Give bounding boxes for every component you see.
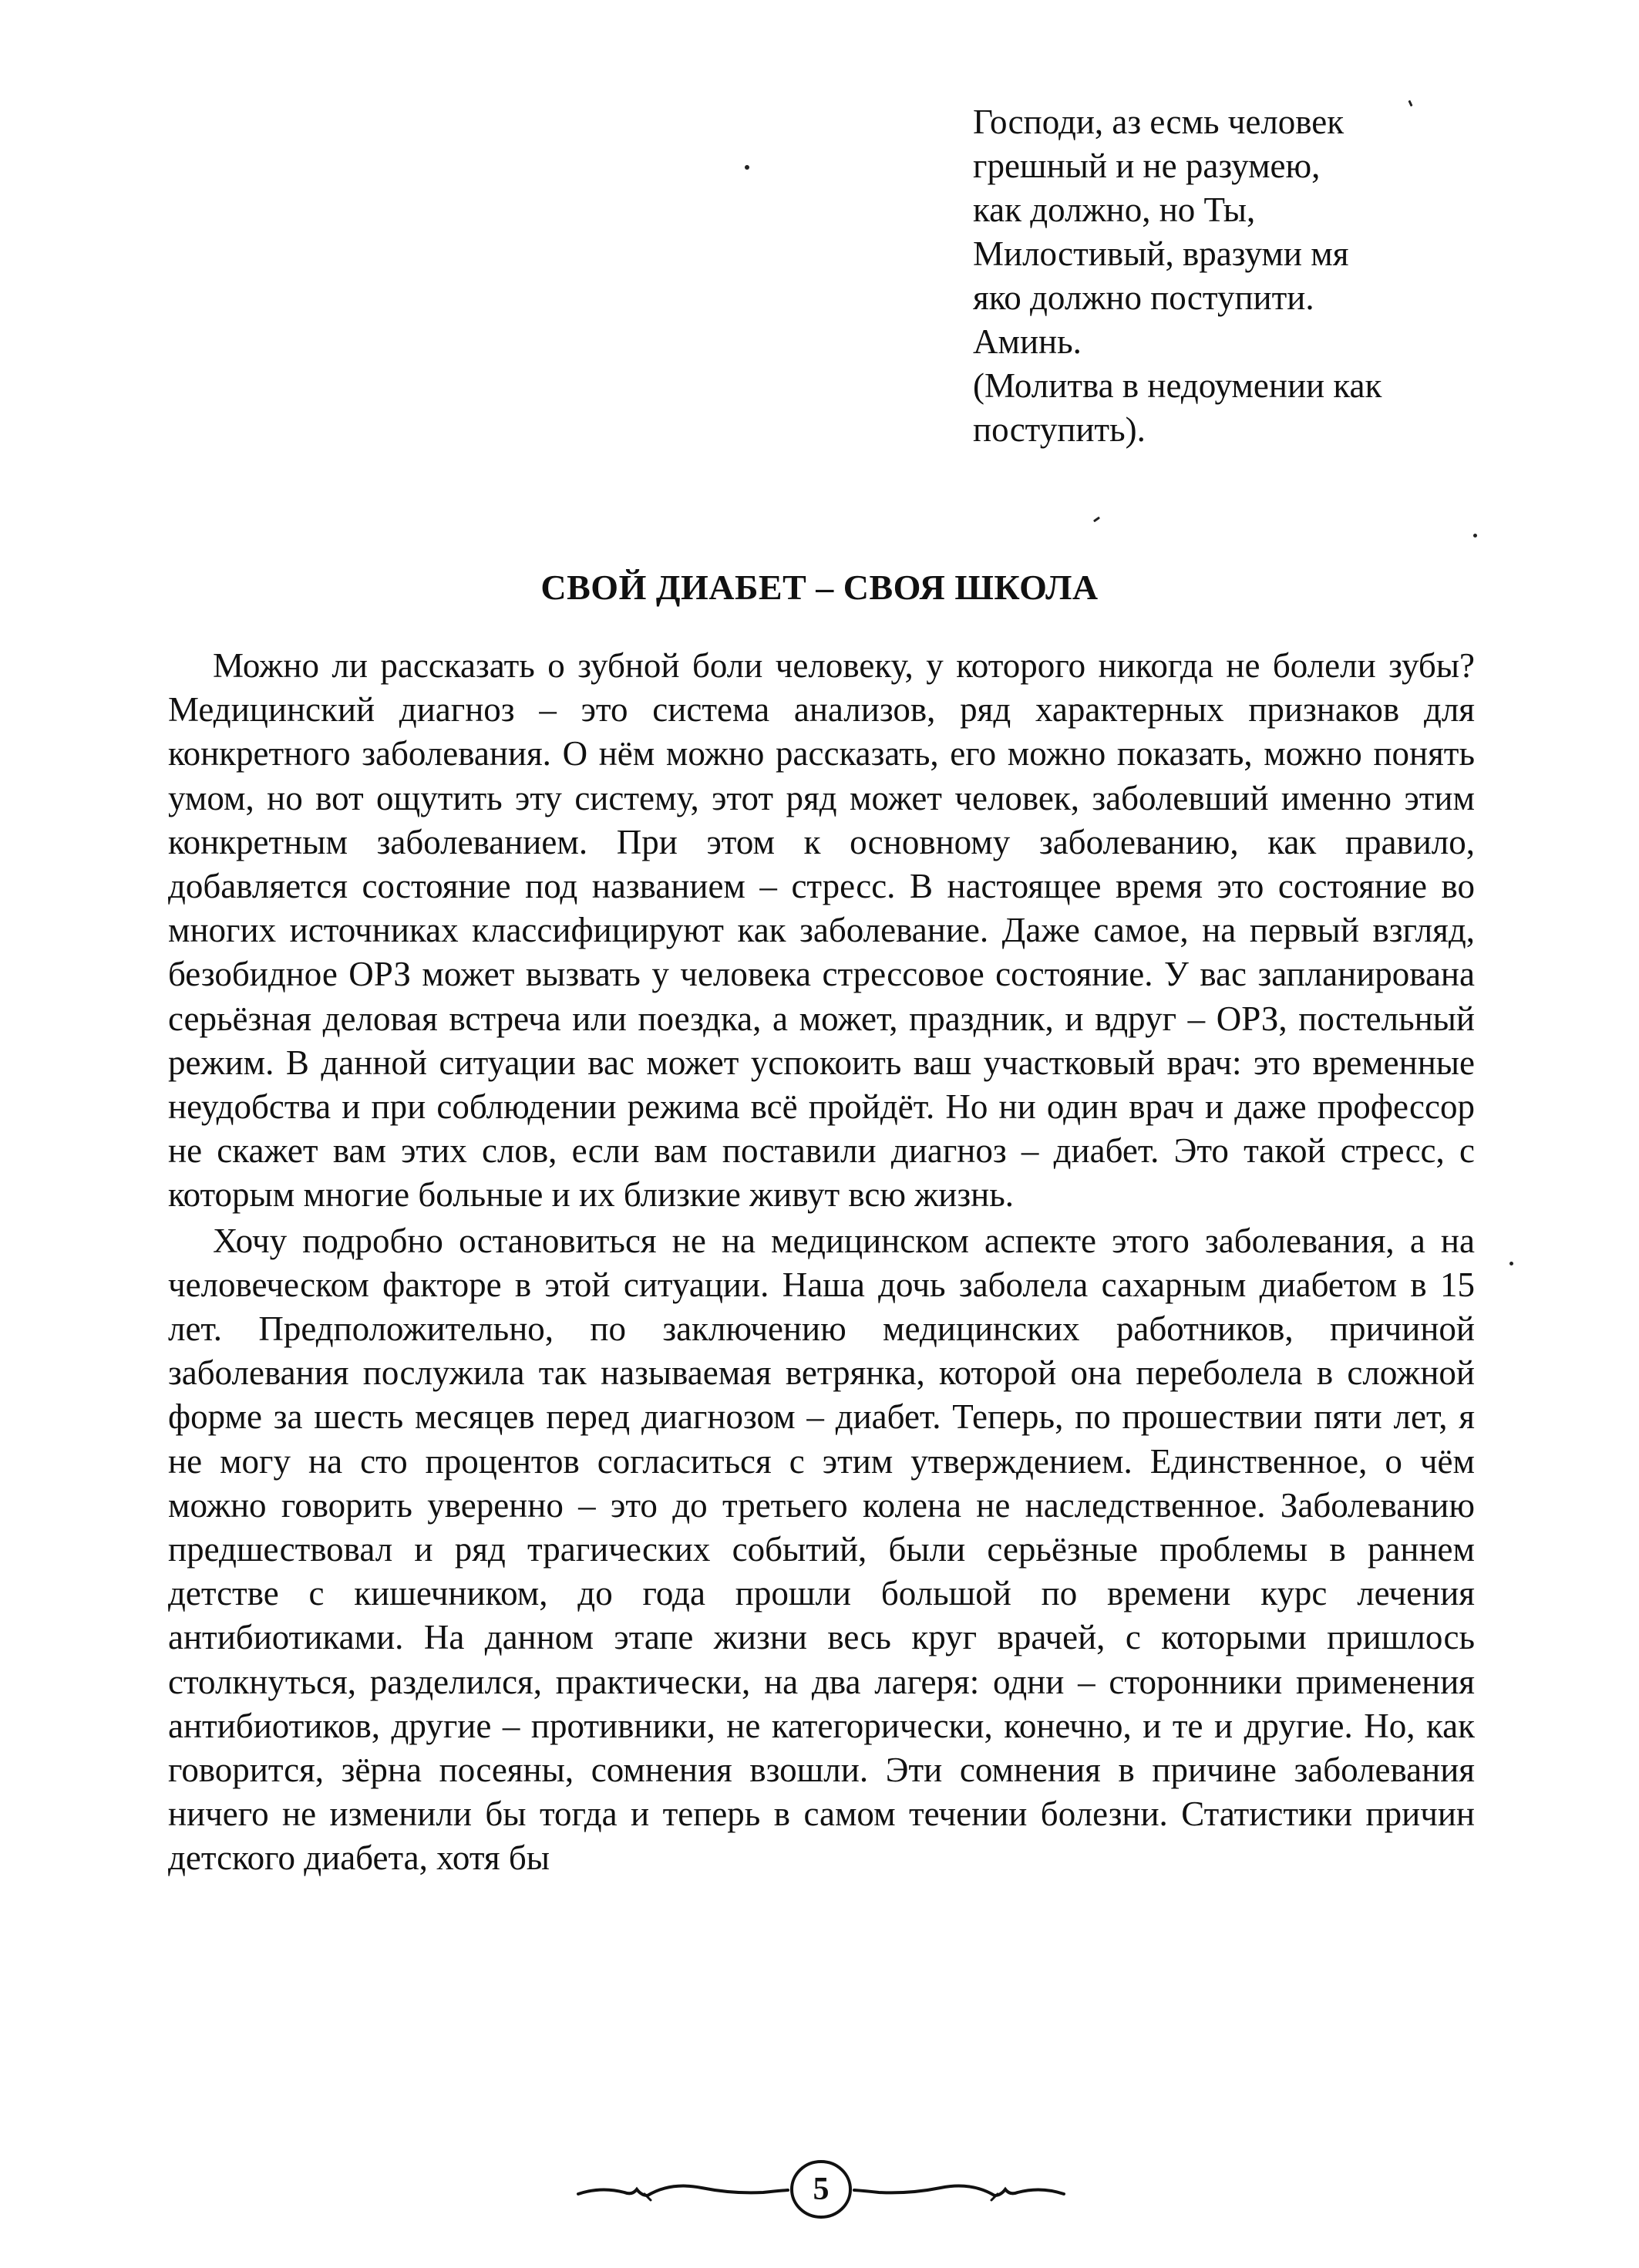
epigraph-line: грешный и не разумею, xyxy=(973,147,1321,185)
scan-speck xyxy=(1473,534,1477,538)
epigraph-line: поступить). xyxy=(973,410,1146,449)
paragraph: Хочу подробно остановиться не на медицинском аспекте этого заболевания, а на человеческом факторе в этой ситуации. Наша дочь заболела сахарным диабетом в 15 лет. Предположительно, по заключению медицинских работников, причиной заболевания послужила так называемая ветрянка, которой она переболела в сложной форме за шесть месяцев перед диагнозом – диабет. Теперь, по прошествии пяти лет, я не могу на сто процентов согласиться с этим утверждением. Единственное, о чём можно говорить уверенно – это до третьего колена не наследственное. Заболеванию предшествовал и ряд трагических событий, были серьёзные проблемы в раннем детстве с кишечником, до года прошли большой по времени курс лечения антибиотиками. На данном этапе жизни весь круг врачей, с которыми пришлось столкнуться, разделился, практически, на два лагеря: одни – сторонники применения антибиотиков, другие – противники, не категорически, конечно, и те и другие. Но, как говорится, зёрна посеяны, сомнения взошли. Эти сомнения в причине заболевания ничего не изменили бы тогда и теперь в самом течении болезни. Статистики причин детского диабета, хотя бы xyxy=(168,1221,1475,1878)
epigraph-line: Господи, аз есмь человек xyxy=(973,103,1345,141)
epigraph-line: как должно, но Ты, xyxy=(973,190,1256,229)
scan-speck xyxy=(1509,1262,1513,1265)
page-number-ornament xyxy=(570,2148,1072,2233)
epigraph-line: яко должно поступити. xyxy=(973,278,1314,317)
paragraph: Можно ли рассказать о зубной боли человеку, у которого никогда не болели зубы? Медицинский диагноз – это система анализов, ряд характерных признаков для конкретного заболевания. О нём можно рассказать, его можно показать, можно понять умом, но вот ощутить эту систему, этот ряд может человек, заболевший именно этим конкретным заболеванием. При этом к основному заболеванию, как правило, добавляется состояние под названием – стресс. В настоящее время это состояние во многих источниках классифицируют как заболевание. Даже самое, на первый взгляд, безобидное ОРЗ может вызвать у человека стрессовое состояние. У вас запланирована серьёзная деловая встреча или поездка, а может, праздник, и вдруг – ОРЗ, постельный режим. В данной ситуации вас может успокоить ваш участковый врач: это временные неудобства и при соблюдении режима всё пройдёт. Но ни один врач и даже профессор не скажет вам этих слов, если вам поставили диагноз – диабет. Это такой стресс, с которым многие больные и их близкие живут всю жизнь. xyxy=(168,646,1475,1215)
epigraph-line: (Молитва в недоумении как xyxy=(973,366,1382,405)
scan-speck xyxy=(1093,517,1100,523)
chapter-body xyxy=(168,644,1475,1881)
epigraph-line: Аминь. xyxy=(973,322,1082,361)
page-number: 5 xyxy=(813,2172,830,2207)
epigraph-prayer xyxy=(973,100,1528,452)
scan-speck xyxy=(745,165,749,170)
chapter-title: СВОЙ ДИАБЕТ – СВОЯ ШКОЛА xyxy=(540,568,1099,607)
epigraph-line: Милостивый, вразуми мя xyxy=(973,234,1349,273)
